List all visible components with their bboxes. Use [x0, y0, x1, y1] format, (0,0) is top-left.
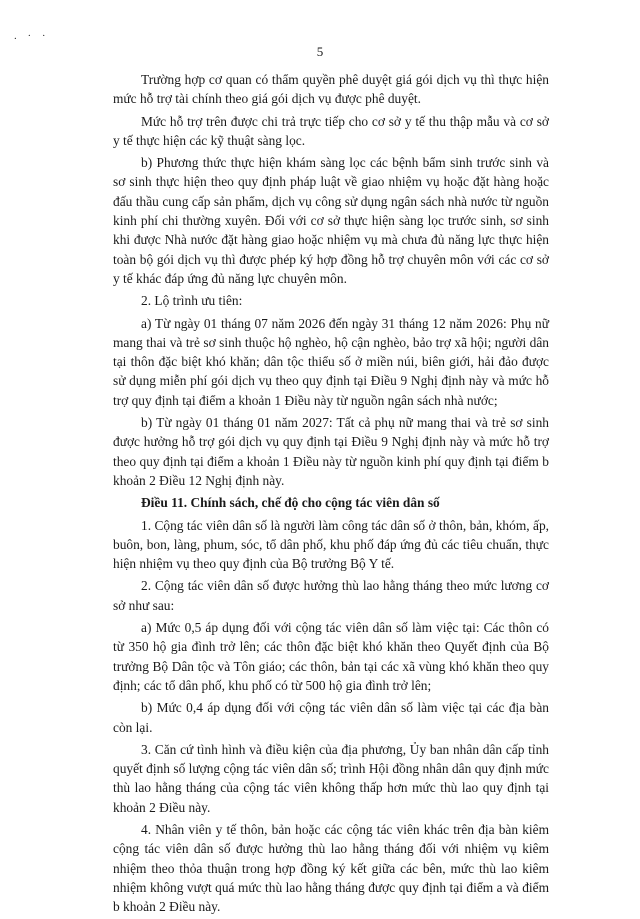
paragraph-roadmap-2027: b) Từ ngày 01 tháng 01 năm 2027: Tất cả phụ nữ mang thai và trẻ sơ sinh được hưởng hỗ trợ gói dịch vụ quy định tại Điều 9 Nghị định này và mức hỗ trợ theo quy định tại điểm a khoản 1 Điều này từ nguồn kinh phí quy định tại điểm b khoản 2 Điều 12 Nghị định này. [113, 415, 549, 488]
paragraph-roadmap-2026: a) Từ ngày 01 tháng 07 năm 2026 đến ngày 31 tháng 12 năm 2026: Phụ nữ mang thai và trẻ sơ sinh thuộc hộ nghèo, hộ cận nghèo, bảo trợ xã hội; người dân tại thôn đặc biệt khó khăn; dân tộc thiểu số ở miền núi, biên giới, hải đảo được sử dụng miễn phí gói dịch vụ theo quy định tại Điều 9 Nghị định này và mức hỗ trợ quy định tại điểm a khoản 1 Điều này từ nguồn ngân sách nhà nước; [113, 315, 549, 408]
paragraph-package-price: Trường hợp cơ quan có thẩm quyền phê duyệt giá gói dịch vụ thì thực hiện mức hỗ trợ tài chính theo giá gói dịch vụ được phê duyệt. [113, 72, 549, 107]
article-clause-2: 2. Cộng tác viên dân số được hưởng thù lao hằng tháng theo mức lương cơ sở như sau: [113, 578, 549, 613]
article-clause-2b: b) Mức 0,4 áp dụng đối với cộng tác viên dân số làm việc tại các địa bàn còn lại. [113, 700, 549, 735]
scan-marks: . · · [14, 30, 50, 42]
document-body [113, 70, 549, 919]
article-clause-1: 1. Cộng tác viên dân số là người làm công tác dân số ở thôn, bản, khóm, ấp, buôn, bon, làng, phum, sóc, tổ dân phố, khu phố đáp ứng đủ các tiêu chuẩn, thực hiện nhiệm vụ theo quy định của Bộ trưởng Bộ Y tế. [113, 517, 549, 572]
article-heading: Điều 11. Chính sách, chế độ cho cộng tác viên dân số [141, 495, 440, 511]
paragraph-priority-roadmap: 2. Lộ trình ưu tiên: [141, 293, 243, 309]
paragraph-screening-method: b) Phương thức thực hiện khám sàng lọc các bệnh bẩm sinh trước sinh và sơ sinh thực hiện theo quy định pháp luật về giao nhiệm vụ hoặc đặt hàng hoặc đấu thầu cung cấp sản phẩm, dịch vụ công sử dụng ngân sách nhà nước từ nguồn kinh phí chi thường xuyên. Đối với cơ sở thực hiện sàng lọc trước sinh, sơ sinh khi được Nhà nước đặt hàng giao hoặc nhiệm vụ mà chưa đủ năng lực thực hiện toàn bộ gói dịch vụ thì được phép ký hợp đồng hỗ trợ chuyên môn với các cơ sở y tế khác đáp ứng đủ năng lực chuyên môn. [113, 155, 549, 286]
article-clause-2a: a) Mức 0,5 áp dụng đối với cộng tác viên dân số làm việc tại: Các thôn có từ 350 hộ gia đình trở lên; các thôn đặc biệt khó khăn theo Quyết định của Bộ trưởng Bộ Dân tộc và Tôn giáo; các thôn, bản tại các xã vùng khó khăn theo quy định; các tổ dân phố, khu phố có từ 500 hộ gia đình trở lên; [113, 620, 549, 693]
article-clause-4: 4. Nhân viên y tế thôn, bản hoặc các cộng tác viên khác trên địa bàn kiêm cộng tác viên dân số được hưởng thù lao hằng tháng đối với nhiệm vụ kiêm nhiệm theo thỏa thuận trong hợp đồng ký kết giữa các bên, mức thù lao kiêm nhiệm không vượt quá mức thù lao hằng tháng được quy định tại điểm a và điểm b khoản 2 Điều này. [113, 821, 549, 915]
page-number: 5 [316, 44, 324, 59]
paragraph-direct-payment: Mức hỗ trợ trên được chi trả trực tiếp cho cơ sở y tế thu thập mẫu và cơ sở y tế thực hiện các kỹ thuật sàng lọc. [113, 113, 549, 148]
article-clause-3: 3. Căn cứ tình hình và điều kiện của địa phương, Ủy ban nhân dân cấp tỉnh quyết định số lượng cộng tác viên dân số; trình Hội đồng nhân dân quy định mức thù lao hằng tháng của cộng tác viên không thấp hơn mức thù lao quy định tại khoản 2 Điều này. [113, 741, 549, 815]
